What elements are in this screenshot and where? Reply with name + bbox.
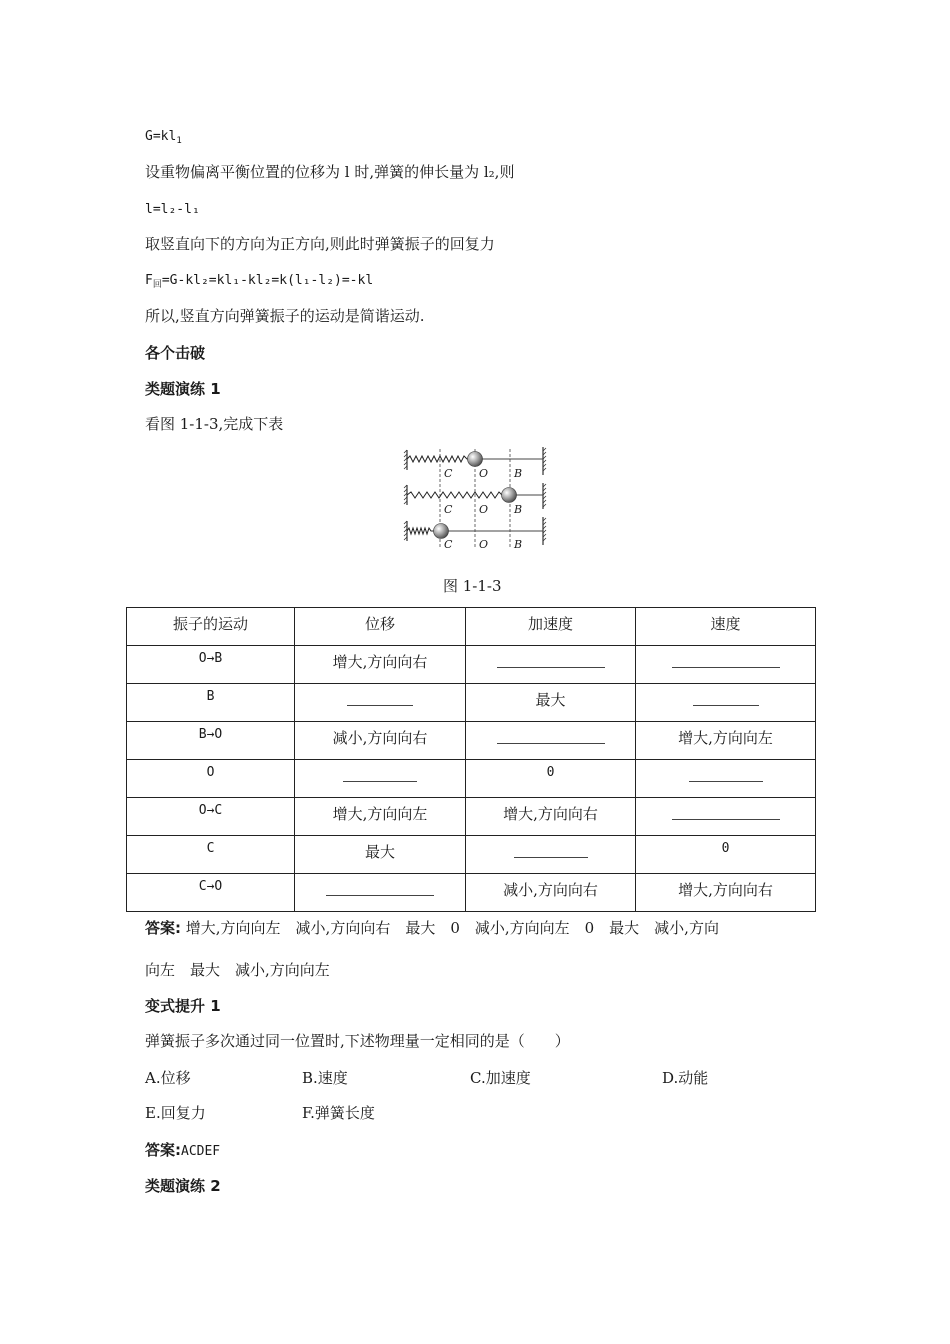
table-cell: 最大 [466, 684, 636, 722]
blank-cell [636, 646, 816, 684]
text-line-4: 取竖直向下的方向为正方向,则此时弹簧振子的回复力 [145, 235, 495, 253]
table-cell: O [127, 760, 295, 798]
option-d: D.动能 [662, 1069, 709, 1087]
ball-at-o [468, 452, 483, 467]
table-cell: 减小,方向向右 [295, 722, 466, 760]
text-line-6: 所以,竖直方向弹簧振子的运动是简谐运动. [145, 307, 425, 325]
table-row [127, 722, 816, 760]
label-b-1: B [514, 467, 523, 480]
formula-line-5: $F_回=G-kl_2=kl_1-kl_2=k(l_1-l_2)=-kl$ [145, 273, 374, 290]
blank-cell [636, 760, 816, 798]
answer-1-line-1: 答案: 增大,方向向左 减小,方向向右 最大 0 减小,方向向左 0 最大 减小,方向 [145, 919, 719, 937]
option-b: B.速度 [302, 1069, 348, 1087]
answer-label: 答案: [145, 919, 181, 937]
table-cell: 0 [636, 836, 816, 874]
table-cell: 增大,方向向右 [636, 874, 816, 912]
answer-2: 答案:ACDEF [145, 1141, 221, 1159]
formula-line-3: l=l₂-l₁ [145, 202, 200, 217]
blank-cell [295, 760, 466, 798]
blank-cell [295, 684, 466, 722]
ball-at-b [502, 488, 517, 503]
table-cell: 0 [466, 760, 636, 798]
table-row [127, 874, 816, 912]
label-c-3: C [444, 538, 453, 551]
figure-caption: 图 1-1-3 [443, 577, 502, 595]
label-b-3: B [514, 538, 523, 551]
ball-at-c [434, 524, 449, 539]
answer-label: 答案: [145, 1141, 181, 1159]
table-row [127, 684, 816, 722]
table-cell: O→C [127, 798, 295, 836]
table-cell: B→O [127, 722, 295, 760]
header-cell: 位移 [295, 608, 466, 646]
option-a: A.位移 [145, 1069, 191, 1087]
blank-cell [466, 722, 636, 760]
blank-cell [295, 874, 466, 912]
table-header-row [127, 608, 816, 646]
table-cell: O→B [127, 646, 295, 684]
label-o-2: O [479, 503, 489, 516]
table-cell: 增大,方向向右 [466, 798, 636, 836]
table-row [127, 798, 816, 836]
header-cell: 速度 [636, 608, 816, 646]
table-row [127, 836, 816, 874]
intro-text: 看图 1-1-3,完成下表 [145, 415, 284, 433]
label-o-1: O [479, 467, 489, 480]
header-cell: 加速度 [466, 608, 636, 646]
table-cell: 减小,方向向右 [466, 874, 636, 912]
label-c-1: C [444, 467, 453, 480]
header-cell: 振子的运动 [127, 608, 295, 646]
question-text: 弹簧振子多次通过同一位置时,下述物理量一定相同的是（ ） [145, 1032, 570, 1050]
heading-practice-1: 类题演练 1 [145, 380, 221, 398]
option-f: F.弹簧长度 [302, 1104, 375, 1122]
table-cell: C→O [127, 874, 295, 912]
blank-cell [466, 646, 636, 684]
option-c: C.加速度 [470, 1069, 531, 1087]
answer-1-line-2: 向左 最大 减小,方向向左 [145, 961, 330, 979]
motion-table [126, 607, 816, 912]
label-c-2: C [444, 503, 453, 516]
label-b-2: B [514, 503, 523, 516]
formula-line-1: $G=kl_1$ [145, 129, 182, 146]
table-cell: 增大,方向向左 [636, 722, 816, 760]
blank-cell [636, 684, 816, 722]
heading-gege-jipo: 各个击破 [145, 344, 206, 362]
table-row [127, 646, 816, 684]
blank-cell [466, 836, 636, 874]
heading-practice-2: 类题演练 2 [145, 1177, 221, 1195]
table-cell: 最大 [295, 836, 466, 874]
blank-cell [636, 798, 816, 836]
option-e: E.回复力 [145, 1104, 206, 1122]
table-cell: C [127, 836, 295, 874]
label-o-3: O [479, 538, 489, 551]
table-row [127, 760, 816, 798]
table-cell: 增大,方向向右 [295, 646, 466, 684]
spring-oscillator-figure [402, 445, 548, 551]
text-line-2: 设重物偏离平衡位置的位移为 l 时,弹簧的伸长量为 l₂,则 [145, 163, 515, 181]
heading-variation-1: 变式提升 1 [145, 997, 221, 1015]
table-cell: 增大,方向向左 [295, 798, 466, 836]
table-cell: B [127, 684, 295, 722]
